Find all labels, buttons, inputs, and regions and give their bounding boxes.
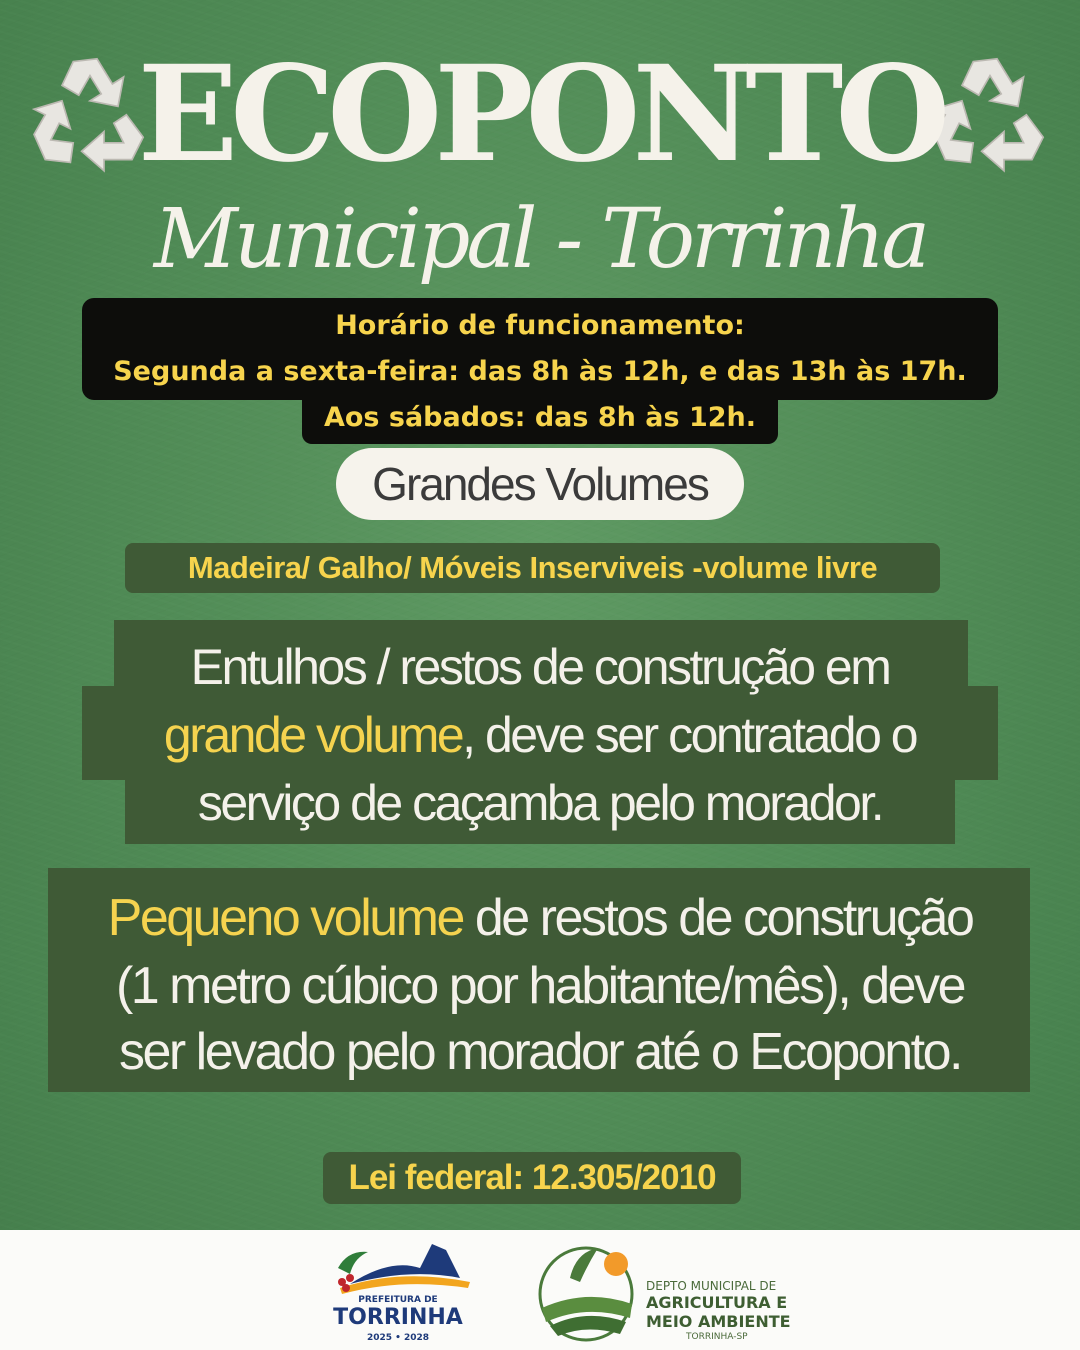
small-volume-line1 xyxy=(0,888,1080,948)
grandes-volumes-badge: Grandes Volumes xyxy=(336,448,744,520)
small-volume-line3: ser levado pelo morador até o Ecoponto. xyxy=(119,1023,961,1081)
small-volume-line1-rest: de restos de construção xyxy=(462,889,973,947)
large-volume-line2-rest: , deve ser contratado o xyxy=(462,707,917,763)
law-reference: Lei federal: 12.305/2010 xyxy=(323,1152,741,1204)
logo2-line3: MEIO AMBIENTE xyxy=(646,1312,791,1331)
hours-saturday: Aos sábados: das 8h às 12h. xyxy=(323,402,757,433)
logo1-years: 2025 • 2028 xyxy=(366,1333,430,1343)
small-volume-line2: (1 metro cúbico por habitante/mês), deve xyxy=(115,957,965,1015)
logo1-name: TORRINHA xyxy=(333,1305,463,1330)
large-volume-line2 xyxy=(0,706,1080,764)
small-volume-highlight: Pequeno volume xyxy=(107,889,463,947)
prefeitura-torrinha-logo xyxy=(320,1238,476,1346)
hours-heading: Horário de funcionamento: xyxy=(335,310,745,341)
large-volume-line1: Entulhos / restos de construção em xyxy=(190,639,890,695)
depto-agricultura-logo xyxy=(536,1238,796,1346)
hours-weekdays: Segunda a sexta-feira: das 8h às 12h, e das 13h às 17h. xyxy=(113,356,967,387)
logo2-line2: AGRICULTURA E xyxy=(646,1293,788,1312)
wood-note: Madeira/ Galho/ Móveis Inserviveis -volume livre xyxy=(125,543,940,593)
large-volume-highlight: grande volume xyxy=(163,707,463,763)
large-volume-line3: serviço de caçamba pelo morador. xyxy=(197,775,883,831)
logo2-line1: DEPTO MUNICIPAL DE xyxy=(646,1279,777,1293)
logo2-line4: TORRINHA-SP xyxy=(686,1332,748,1342)
page-subtitle: Municipal - Torrinha xyxy=(153,192,927,287)
logo1-top-text: PREFEITURA DE xyxy=(358,1295,438,1305)
page-title: ECOPONTO xyxy=(137,37,943,192)
